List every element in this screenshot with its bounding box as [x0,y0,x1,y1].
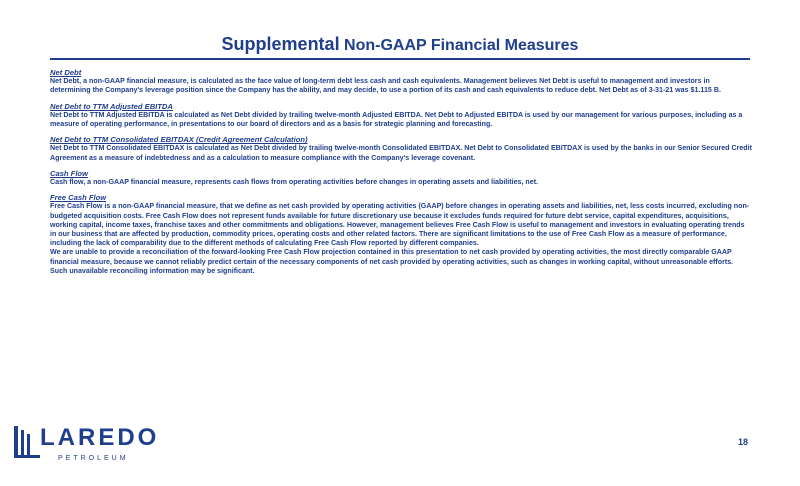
section-heading: Free Cash Flow [50,193,107,203]
company-logo [10,420,160,466]
section-paragraph: Net Debt, a non-GAAP financial measure, is calculated as the face value of long-term debt less cash and cash equivalents. Management believes Net Debt is useful to management and investors in determining the Company's leverage position since the Company has the ability, and may decide, to use a portion of its cash and cash equivalents to reduce debt. Net Debt as of 3-31-21 was $1.115 B. [50,77,721,95]
section-net-debt [50,68,752,96]
section-paragraph: Net Debt to TTM Consolidated EBITDAX is calculated as Net Debt divided by trailing twelve-month Consolidated EBITDAX. Net Debt to Consolidated EBITDAX is used by the banks in our Senior Secured Credit Agreement as a measure of indebtedness and as a calculation to measure compliance with the Company's leverage covenant. [50,144,752,162]
section-net-debt-ttm-adjusted-ebitda [50,102,752,130]
section-cash-flow [50,169,752,187]
section-heading: Net Debt [50,68,82,77]
page-title-rest: Non-GAAP Financial Measures [339,37,579,54]
title-divider [50,58,750,60]
section-net-debt-ttm-consolidated-ebitdax [50,135,752,163]
section-free-cash-flow [50,193,752,276]
section-heading: Net Debt to TTM Adjusted EBITDA [50,101,173,111]
section-paragraph: Cash flow, a non-GAAP financial measure, represents cash flows from operating activities before changes in operating assets and liabilities, net. [50,178,539,187]
footer-band [0,470,800,486]
laredo-bracket-logo-icon [12,422,42,462]
section-heading: Cash Flow [50,168,88,178]
section-paragraph: Net Debt to TTM Adjusted EBITDA is calculated as Net Debt divided by trailing twelve-month Adjusted EBITDA. Net Debt to Adjusted EBITDA is used by our management for various purposes, including as a measure of operating performance, in presentations to our board of directors and as a basis for strategic planning and forecasting. [50,110,743,129]
section-heading: Net Debt to TTM Consolidated EBITDAX (Credit Agreement Calculation) [50,135,308,145]
page-number: 18 [737,437,748,447]
page-title-main: Supplemental [221,34,340,54]
logo-word: LAREDO [40,424,160,451]
definitions-content [50,68,752,282]
section-paragraph: We are unable to provide a reconciliation of the forward-looking Free Cash Flow projection contained in this presentation to net cash provided by operating activities, the most directly comparable GAAP financial measure, because we cannot reliably predict certain of the necessary components of net cash provided by operating activities, such as changes in working capital, without unreasonable efforts. Such unavailable reconciling information may be significant. [50,248,734,275]
logo-subtext: PETROLEUM [58,455,129,462]
page-title [0,34,800,55]
section-paragraph: Free Cash Flow is a non-GAAP financial measure, that we define as net cash provided by operating activities (GAAP) before changes in operating assets and liabilities, net, less costs incurred, excluding non-budgeted acquisition costs. Free Cash Flow does not represent funds available for future discretionary use because it excludes funds required for future debt service, capital expenditures, acquisitions, working capital, income taxes, franchise taxes and other commitments and obligations. However, management believes Free Cash Flow is useful to management and investors in evaluating operating trends in our business that are affected by production, commodity prices, operating costs and other related factors. There are significant limitations to the use of Free Cash Flow as a measure of performance, including the lack of comparability due to the different methods of calculating Free Cash Flow reported by different companies. [50,202,750,248]
